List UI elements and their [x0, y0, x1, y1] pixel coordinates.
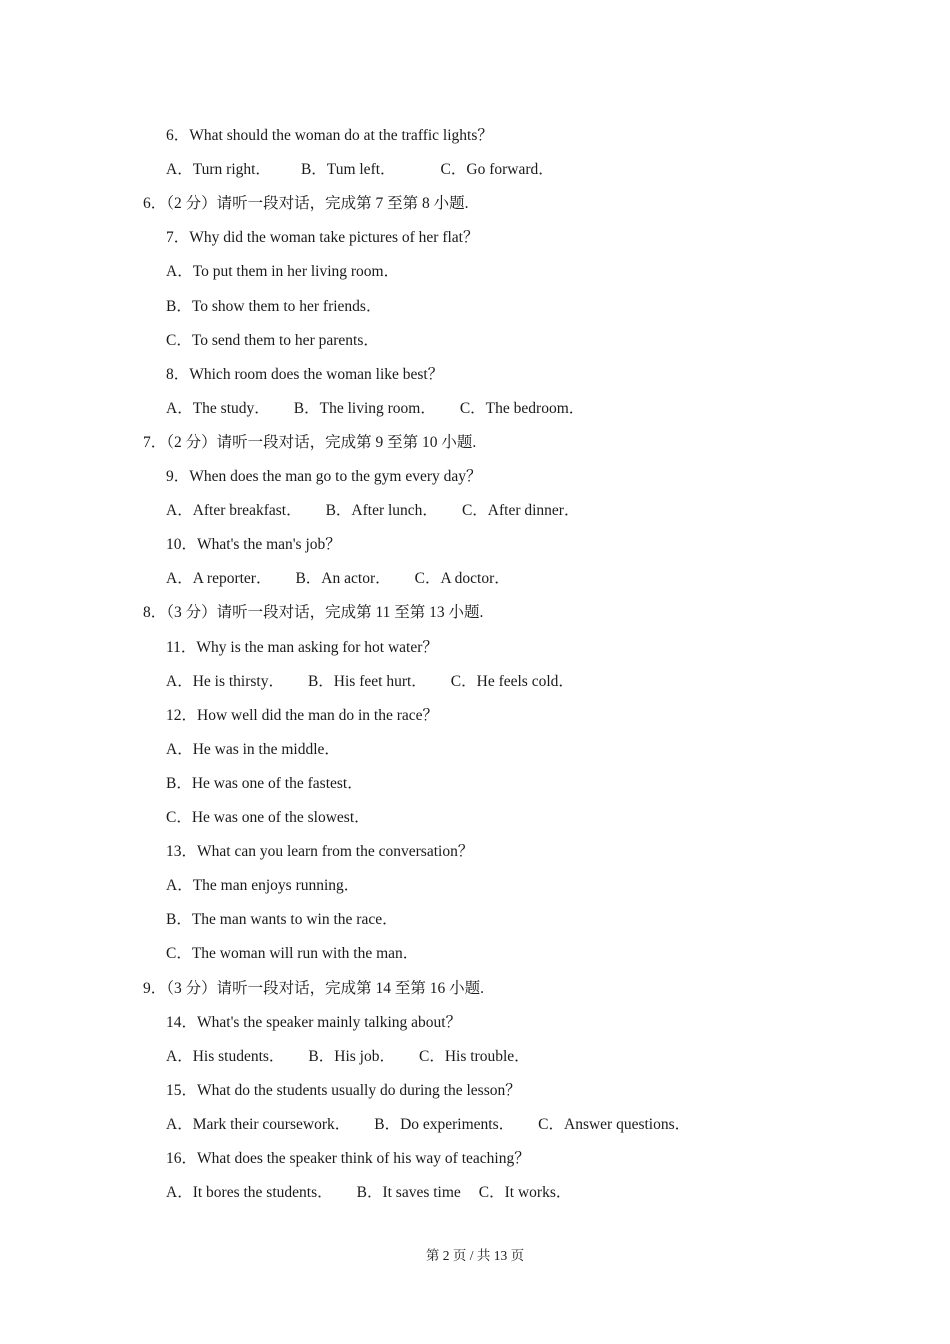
question-line: 12．How well did the man do in the race？ [166, 706, 439, 724]
answer-option: A．A reporter． [166, 570, 272, 588]
answer-option: A．It bores the students． [166, 1184, 333, 1202]
question-line: C．To send them to her parents． [166, 331, 379, 349]
question-line: B．The man wants to win the race． [166, 911, 398, 929]
answer-options [166, 1115, 690, 1135]
answer-option: C．After dinner． [461, 502, 580, 520]
answer-options [166, 1047, 530, 1067]
answer-option: C．It works． [478, 1184, 572, 1202]
question-line: 13．What can you learn from the conversation？ [166, 843, 474, 861]
question-line: C．He was one of the slowest． [166, 809, 370, 826]
answer-option: C．Go forward． [440, 161, 554, 179]
answer-option: B．After lunch． [325, 502, 438, 520]
question-line: 6．What should the woman do at the traffic lights？ [166, 127, 493, 144]
answer-option: A．Mark their coursework． [166, 1115, 351, 1133]
answer-option: B．It saves time [356, 1184, 461, 1202]
page-footer: 第 2 页 / 共 13 页 [425, 1248, 525, 1263]
question-line: A．To put them in her living room． [166, 263, 400, 281]
question-line: 7．Why did the woman take pictures of her flat？ [166, 229, 479, 247]
answer-option: C．A doctor． [414, 570, 510, 588]
answer-option: C．His trouble． [418, 1047, 530, 1065]
answer-option: A．After breakfast． [166, 502, 302, 520]
answer-options [166, 160, 554, 180]
question-line: C．The woman will run with the man． [166, 945, 419, 963]
answer-option: B．His feet hurt． [307, 672, 427, 690]
question-line: 11．Why is the man asking for hot water？ [166, 638, 438, 656]
section-header: 9．（3 分）请听一段对话，完成第 14 至第 16 小题. [143, 979, 485, 997]
answer-options [166, 1183, 571, 1203]
answer-options [166, 569, 510, 589]
answer-option: A．The study． [166, 399, 270, 417]
section-header: 8．（3 分）请听一段对话，完成第 11 至第 13 小题. [143, 604, 484, 622]
question-line: 15．What do the students usually do during the lesson？ [166, 1081, 521, 1099]
answer-option: A．Turn right． [166, 161, 271, 179]
question-line: 14．What's the speaker mainly talking about？ [166, 1013, 462, 1031]
answer-option: B．His job． [308, 1047, 395, 1065]
question-line: 8．Which room does the woman like best？ [166, 365, 444, 383]
answer-option: B．An actor． [295, 570, 391, 588]
question-line: A．He was in the middle． [166, 740, 340, 758]
section-header: 6．（2 分）请听一段对话，完成第 7 至第 8 小题. [143, 195, 469, 213]
answer-options [166, 672, 574, 692]
answer-option: C．The bedroom． [459, 399, 585, 417]
question-line: B．To show them to her friends． [166, 297, 382, 315]
answer-options [166, 399, 584, 419]
question-line: B．He was one of the fastest． [166, 774, 363, 792]
question-line: A．The man enjoys running． [166, 877, 360, 895]
question-line: 16．What does the speaker think of his way of teaching？ [166, 1150, 530, 1167]
answer-option: A．He is thirsty． [166, 672, 284, 690]
section-header: 7．（2 分）请听一段对话，完成第 9 至第 10 小题. [143, 433, 477, 451]
answer-option: A．His students． [166, 1047, 285, 1065]
answer-option: C．Answer questions． [538, 1115, 691, 1133]
answer-options [166, 501, 579, 521]
answer-option: B．The living room． [293, 399, 436, 417]
answer-option: C．He feels cold． [450, 672, 574, 690]
question-line: 9．When does the man go to the gym every day？ [166, 468, 482, 485]
question-line: 10．What's the man's job？ [166, 536, 341, 554]
answer-option: B．Do experiments． [374, 1115, 515, 1133]
answer-option: B．Tum left． [300, 161, 396, 179]
